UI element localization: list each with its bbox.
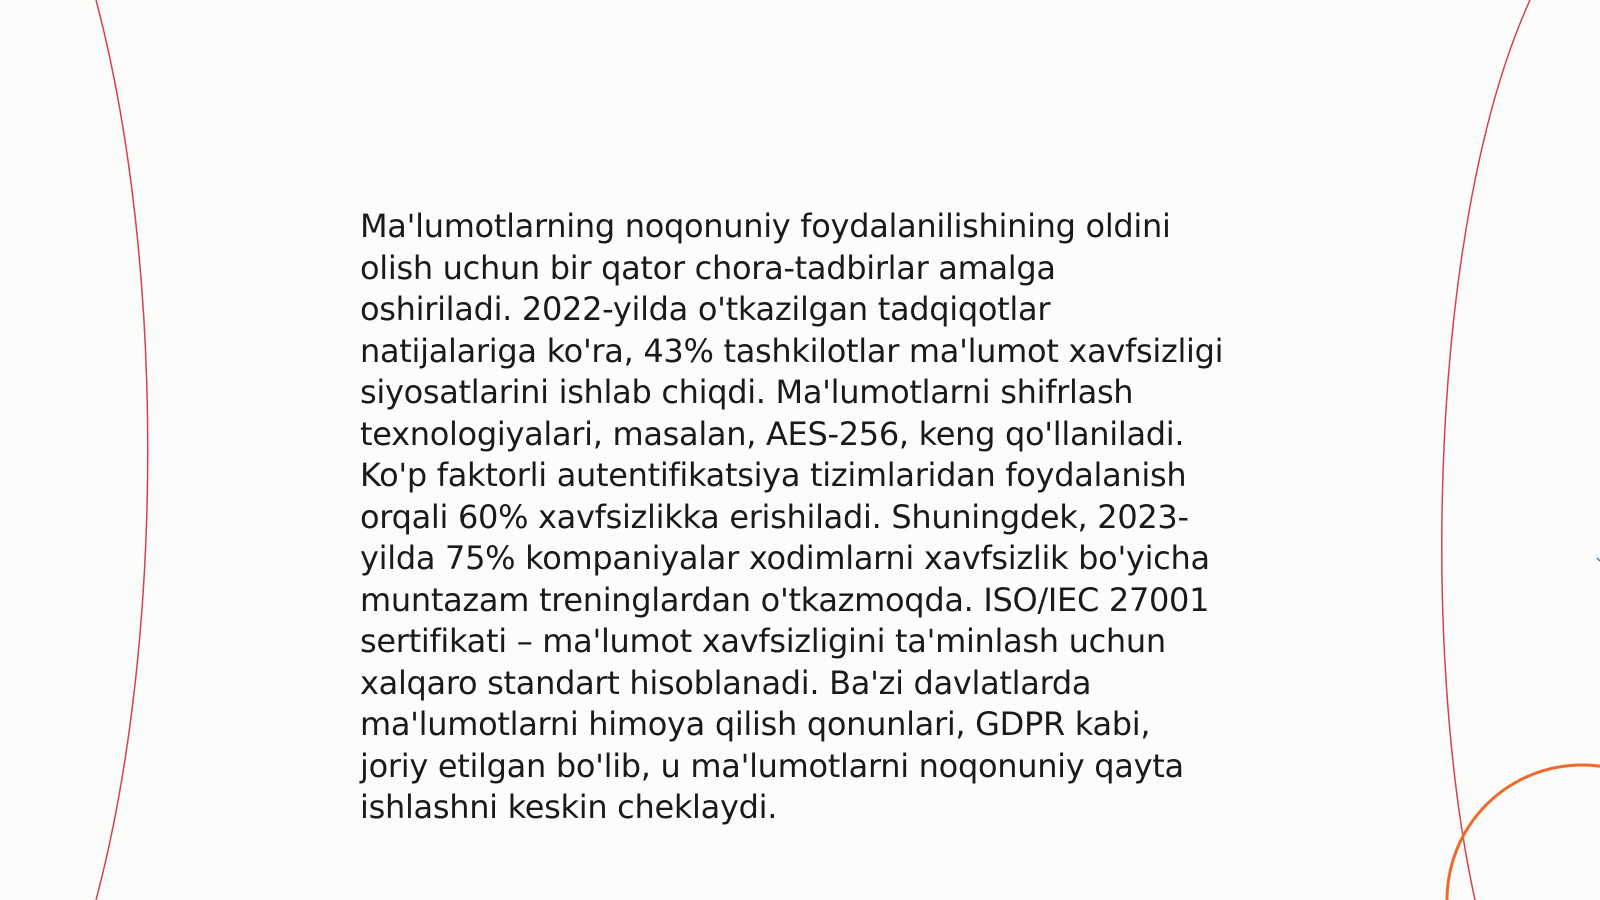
body-paragraph: Ma'lumotlarning noqonuniy foydalanilishining oldini olish uchun bir qator chora-tadbirlar amalga oshiriladi. 2022-yilda o'tkazilgan tadqiqotlar natijalariga ko'ra, 43% tashkilotlar ma'lumot xavfsizligi siyosatlarini ishlab chiqdi. Ma'lumotlarni shifrlash texnologiyalari, masalan, AES-256, keng qo'llaniladi. Ko'p faktorli autentifikatsiya tizimlaridan foydalanish orqali 60% xavfsizlikka erishiladi. Shuningdek, 2023- yilda 75% kompaniyalar xodimlarni xavfsizlik bo'yicha muntazam treninglardan o'tkazmoqda. ISO/IEC 27001 sertifikati – ma'lumot xavfsizligini ta'minlash uchun xalqaro standart hisoblanadi. Ba'zi davlatlarda ma'lumotlarni himoya qilish qonunlari, GDPR kabi, joriy etilgan bo'lib, u ma'lumotlarni noqonuniy qayta ishlashni keskin cheklaydi. — [360, 207, 1224, 826]
right-red-arc — [1442, 0, 1530, 900]
orange-circle-arc — [1447, 765, 1600, 900]
left-red-arc — [96, 0, 148, 900]
